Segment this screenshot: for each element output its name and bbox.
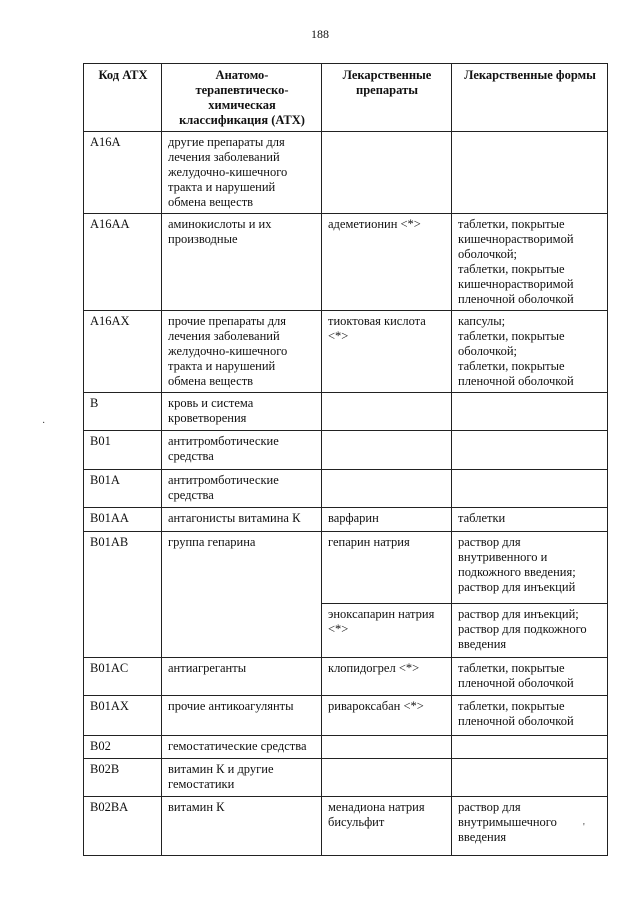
drug-name bbox=[322, 431, 452, 470]
atx-code: B01AC bbox=[84, 658, 162, 696]
atx-code: A16AA bbox=[84, 214, 162, 311]
table-row bbox=[84, 759, 608, 797]
atx-class: группа гепарина bbox=[162, 532, 322, 658]
drug-name: клопидогрел <*> bbox=[322, 658, 452, 696]
table-row bbox=[84, 470, 608, 508]
table-row bbox=[84, 132, 608, 214]
table-row bbox=[84, 214, 608, 311]
dosage-form bbox=[452, 736, 608, 759]
dosage-form: раствор для инъекций; раствор для подкожного введения bbox=[452, 604, 608, 658]
dosage-form bbox=[452, 470, 608, 508]
atx-table bbox=[83, 63, 608, 856]
table-row bbox=[84, 532, 608, 604]
table-row bbox=[84, 696, 608, 736]
scan-speck: ' bbox=[583, 822, 585, 833]
table-row bbox=[84, 431, 608, 470]
dosage-form: таблетки, покрытые пленочной оболочкой bbox=[452, 658, 608, 696]
dosage-form bbox=[452, 431, 608, 470]
dosage-form bbox=[452, 759, 608, 797]
atx-code: B02B bbox=[84, 759, 162, 797]
atx-code: B bbox=[84, 393, 162, 431]
drug-name: тиоктовая кислота <*> bbox=[322, 311, 452, 393]
dosage-form: таблетки, покрытые пленочной оболочкой bbox=[452, 696, 608, 736]
dosage-form bbox=[452, 393, 608, 431]
atx-class: прочие антикоагулянты bbox=[162, 696, 322, 736]
atx-code: B01AA bbox=[84, 508, 162, 532]
dosage-form: таблетки, покрытые кишечнорастворимой оболочкой; таблетки, покрытые кишечнорастворимой пленочной оболочкой bbox=[452, 214, 608, 311]
drug-name bbox=[322, 132, 452, 214]
drug-name: варфарин bbox=[322, 508, 452, 532]
atx-class: аминокислоты и их производные bbox=[162, 214, 322, 311]
page-number: 188 bbox=[311, 27, 329, 41]
drug-name: менадиона натрия бисульфит bbox=[322, 797, 452, 856]
drug-name bbox=[322, 393, 452, 431]
table-header-row bbox=[84, 64, 608, 132]
dosage-form: таблетки bbox=[452, 508, 608, 532]
atx-class: антитромботические средства bbox=[162, 470, 322, 508]
dosage-form: капсулы; таблетки, покрытые оболочкой; таблетки, покрытые пленочной оболочкой bbox=[452, 311, 608, 393]
atx-code: B01AX bbox=[84, 696, 162, 736]
drug-name: гепарин натрия bbox=[322, 532, 452, 604]
atx-code: B01A bbox=[84, 470, 162, 508]
drug-name bbox=[322, 736, 452, 759]
drug-name: ривароксабан <*> bbox=[322, 696, 452, 736]
atx-class: гемостатические средства bbox=[162, 736, 322, 759]
atx-class: антитромботические средства bbox=[162, 431, 322, 470]
header-classification: Анатомо- терапевтическо- химическая классификация (АТХ) bbox=[162, 64, 322, 132]
drug-name bbox=[322, 759, 452, 797]
scan-speck: · bbox=[42, 418, 46, 429]
drug-name: адеметионин <*> bbox=[322, 214, 452, 311]
atx-class: прочие препараты для лечения заболеваний желудочно-кишечного тракта и нарушений обмена веществ bbox=[162, 311, 322, 393]
table-row bbox=[84, 736, 608, 759]
table-row bbox=[84, 658, 608, 696]
atx-class: витамин К и другие гемостатики bbox=[162, 759, 322, 797]
atx-class: антиагреганты bbox=[162, 658, 322, 696]
dosage-form: раствор для внутривенного и подкожного введения; раствор для инъекций bbox=[452, 532, 608, 604]
atx-code: B02BA bbox=[84, 797, 162, 856]
header-code: Код АТХ bbox=[84, 64, 162, 132]
table-row bbox=[84, 797, 608, 856]
table-row bbox=[84, 508, 608, 532]
atx-class: витамин К bbox=[162, 797, 322, 856]
header-drugs: Лекарственные препараты bbox=[322, 64, 452, 132]
table-row bbox=[84, 393, 608, 431]
atx-class: антагонисты витамина К bbox=[162, 508, 322, 532]
atx-code: B01 bbox=[84, 431, 162, 470]
atx-code: A16A bbox=[84, 132, 162, 214]
atx-code: B01AB bbox=[84, 532, 162, 658]
drug-name bbox=[322, 470, 452, 508]
atx-class: другие препараты для лечения заболеваний желудочно-кишечного тракта и нарушений обмена веществ bbox=[162, 132, 322, 214]
atx-code: B02 bbox=[84, 736, 162, 759]
dosage-form: раствор для внутримышечного введения bbox=[452, 797, 608, 856]
atx-code: A16AX bbox=[84, 311, 162, 393]
table-row bbox=[84, 311, 608, 393]
dosage-form bbox=[452, 132, 608, 214]
drug-name: эноксапарин натрия <*> bbox=[322, 604, 452, 658]
atx-class: кровь и система кроветворения bbox=[162, 393, 322, 431]
header-forms: Лекарственные формы bbox=[452, 64, 608, 132]
